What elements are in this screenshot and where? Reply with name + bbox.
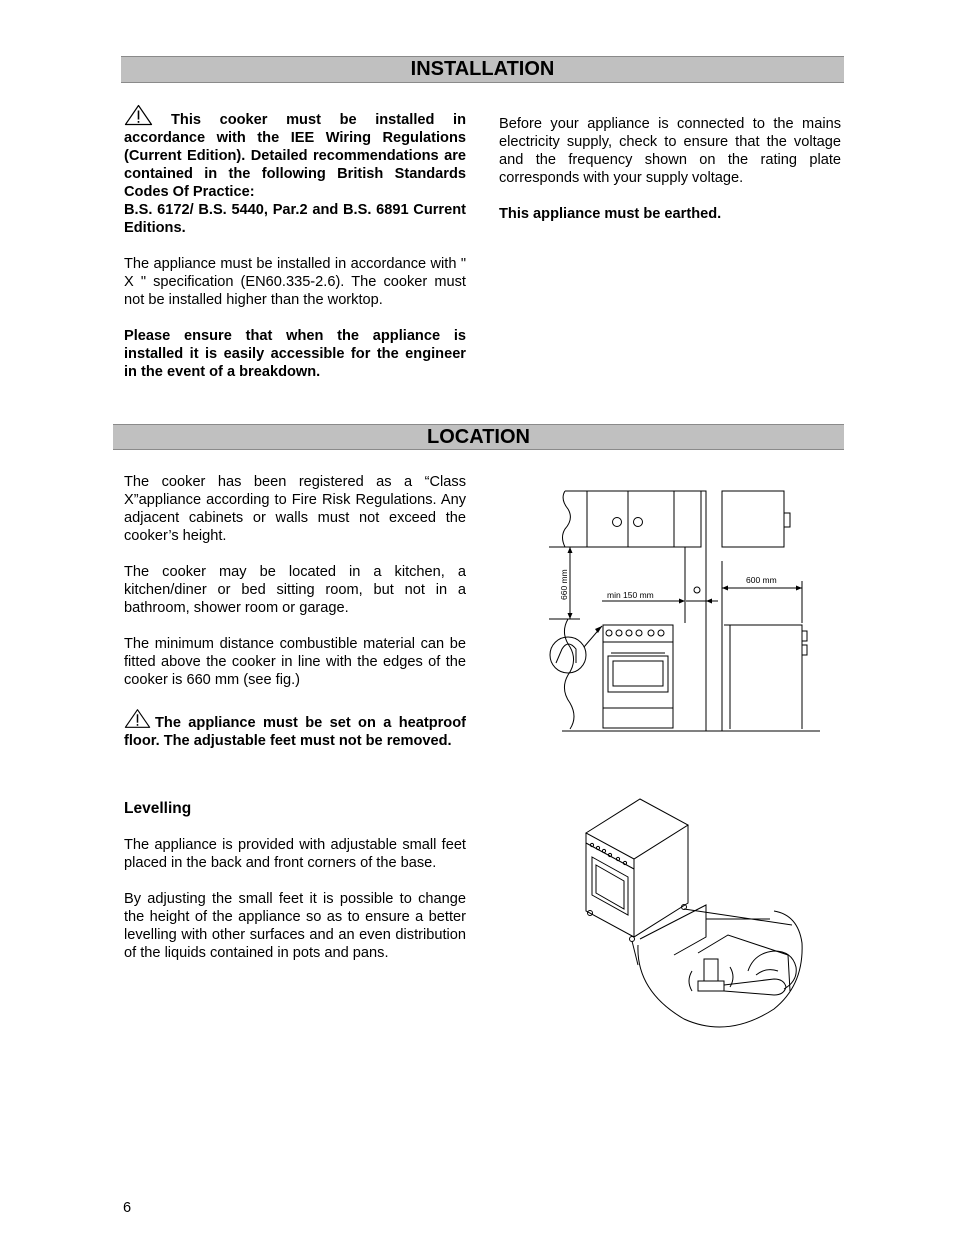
location-rooms-paragraph: The cooker may be located in a kitchen, a kitchen/diner or bed sitting room, but not in a bathroom, shower room or garage. bbox=[124, 564, 466, 616]
figure-label-min150mm: min 150 mm bbox=[607, 590, 654, 600]
installation-access-paragraph: Please ensure that when the appliance is installed it is easily accessible for the engineer in the event of a breakdown. bbox=[124, 328, 466, 380]
installation-earthed-paragraph: This appliance must be earthed. bbox=[499, 206, 722, 222]
levelling-feet-figure bbox=[578, 795, 810, 1033]
location-floor-warning-text: The appliance must be set on a heatproof floor. The adjustable feet must not be removed. bbox=[124, 715, 466, 749]
installation-right-column bbox=[499, 115, 841, 241]
levelling-column bbox=[124, 800, 466, 980]
location-class-paragraph: The cooker has been registered as a “Class X”appliance according to Fire Risk Regulations. Any adjacent cabinets or walls must not exceed the cooker’s height. bbox=[124, 474, 466, 544]
installation-heading-text: INSTALLATION bbox=[410, 58, 555, 80]
location-distance-paragraph: The minimum distance combustible material can be fitted above the cooker in line with the edges of the cooker is 660 mm (see fig.) bbox=[124, 636, 466, 688]
levelling-heading: Levelling bbox=[124, 800, 192, 817]
figure-label-600mm: 600 mm bbox=[746, 575, 777, 585]
page-number: 6 bbox=[123, 1200, 132, 1216]
location-floor-warning bbox=[124, 708, 466, 750]
warning-triangle-icon bbox=[124, 104, 153, 126]
location-heading bbox=[113, 424, 844, 450]
location-left-column bbox=[124, 473, 466, 768]
levelling-feet-paragraph: The appliance is provided with adjustable small feet placed in the back and front corners of the base. bbox=[124, 837, 466, 871]
installation-warning-text: This cooker must be installed in accordance with the IEE Wiring Regulations (Current Edition). Detailed recommendations are contained in the following British Standards Codes Of Practice: bbox=[124, 112, 466, 200]
installation-heading bbox=[121, 56, 844, 83]
figure-label-660mm: 660 mm bbox=[559, 569, 569, 600]
warning-triangle-icon bbox=[124, 708, 151, 729]
levelling-adjust-paragraph: By adjusting the small feet it is possible to change the height of the appliance so as to ensure a better levelling with other surfaces and an even distribution of the liquids contained in pots and pans. bbox=[124, 891, 466, 961]
cooker-clearance-figure bbox=[540, 485, 830, 735]
installation-standards: B.S. 6172/ B.S. 5440, Par.2 and B.S. 6891 Current Editions. bbox=[124, 202, 466, 236]
installation-left-column bbox=[124, 104, 466, 399]
installation-warning bbox=[124, 104, 466, 201]
installation-spec-paragraph: The appliance must be installed in accordance with " X " specification (EN60.335-2.6). The cooker must not be installed higher than the worktop. bbox=[124, 256, 466, 308]
location-heading-text: LOCATION bbox=[427, 426, 530, 448]
installation-mains-paragraph: Before your appliance is connected to the mains electricity supply, check to ensure that the voltage and the frequency shown on the rating plate corresponds with your supply voltage. bbox=[499, 116, 841, 186]
